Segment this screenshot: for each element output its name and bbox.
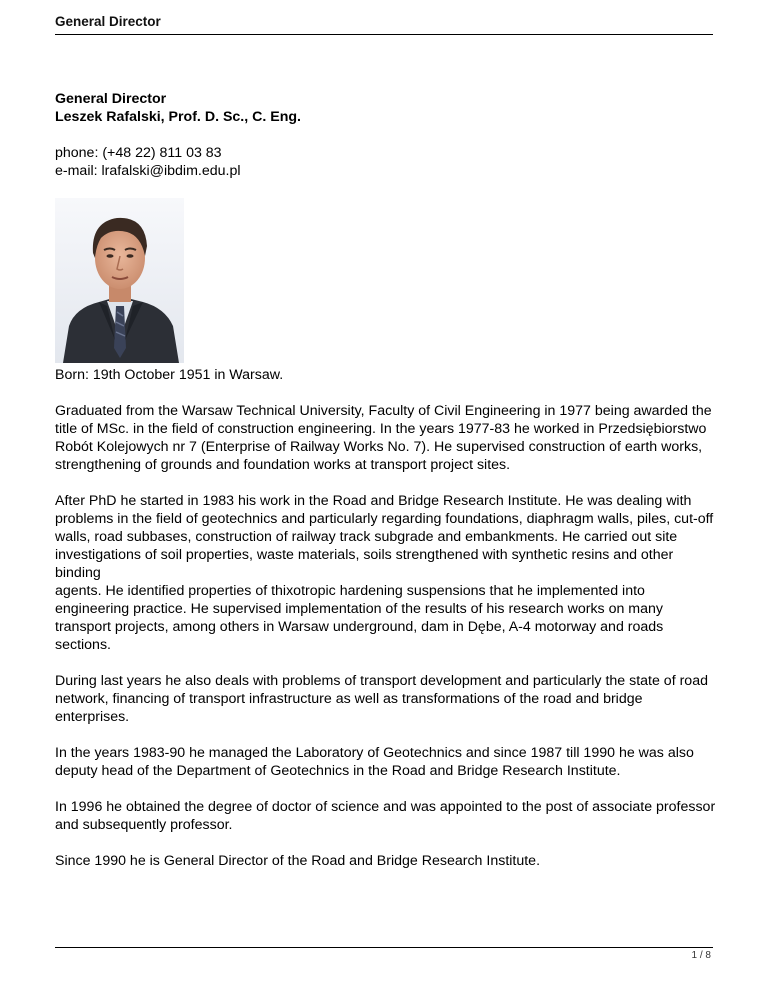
bio-paragraph-recent: During last years he also deals with problems of transport development and particularly the state of road network, financing of transport infrastructure as well as transformations of the road and bridge enterprises.	[55, 673, 708, 725]
footer-divider	[55, 947, 713, 948]
bio-paragraph-director: Since 1990 he is General Director of the Road and Bridge Research Institute.	[55, 853, 541, 869]
bio-paragraph-degree: In 1996 he obtained the degree of doctor of science and was appointed to the post of associate professor and subsequently professor.	[55, 799, 716, 833]
contact-block	[55, 144, 720, 180]
bio-paragraph-research-part2: agents. He identified properties of thixotropic hardening suspensions that he implemented into engineering practice. He supervised implementation of the results of his research works on many transport projects, among others in Warsaw underground, dam in Dębe, A-4 motorway and roads sections.	[55, 583, 664, 653]
bio-paragraph-research-part1: After PhD he started in 1983 his work in the Road and Bridge Research Institute. He was dealing with problems in the field of geotechnics and particularly regarding foundations, diaphragm walls, piles, cut-off walls, road subbases, construction of railway track subgrade and embankments. He carried out site investigations of soil properties, waste materials, soils strengthened with synthetic resins and other binding	[55, 493, 714, 581]
bio-paragraph-education: Graduated from the Warsaw Technical University, Faculty of Civil Engineering in 1977 being awarded the title of MSc. in the field of construction engineering. In the years 1977-83 he worked in Przedsiębiorstwo Robót Kolejowych nr 7 (Enterprise of Railway Works No. 7). He supervised construction of earth works, strengthening of grounds and foundation works at transport project sites.	[55, 403, 712, 473]
document-body	[55, 90, 720, 888]
bio-paragraph-laboratory: In the years 1983-90 he managed the Laboratory of Geotechnics and since 1987 till 1990 he was also deputy head of the Department of Geotechnics in the Road and Bridge Research Institute.	[55, 745, 694, 779]
bio-paragraph-research	[55, 492, 720, 654]
title-block	[55, 90, 720, 126]
header-divider	[55, 34, 713, 35]
birth-info: Born: 19th October 1951 in Warsaw.	[55, 367, 284, 383]
role-title: General Director	[55, 91, 167, 107]
page-number: 1 / 8	[691, 950, 711, 961]
phone-text: phone: (+48 22) 811 03 83	[55, 145, 222, 161]
email-text: e-mail: lrafalski@ibdim.edu.pl	[55, 163, 241, 179]
running-header-title: General Director	[55, 14, 161, 29]
portrait-photo	[55, 198, 184, 363]
person-name: Leszek Rafalski, Prof. D. Sc., C. Eng.	[55, 109, 301, 125]
